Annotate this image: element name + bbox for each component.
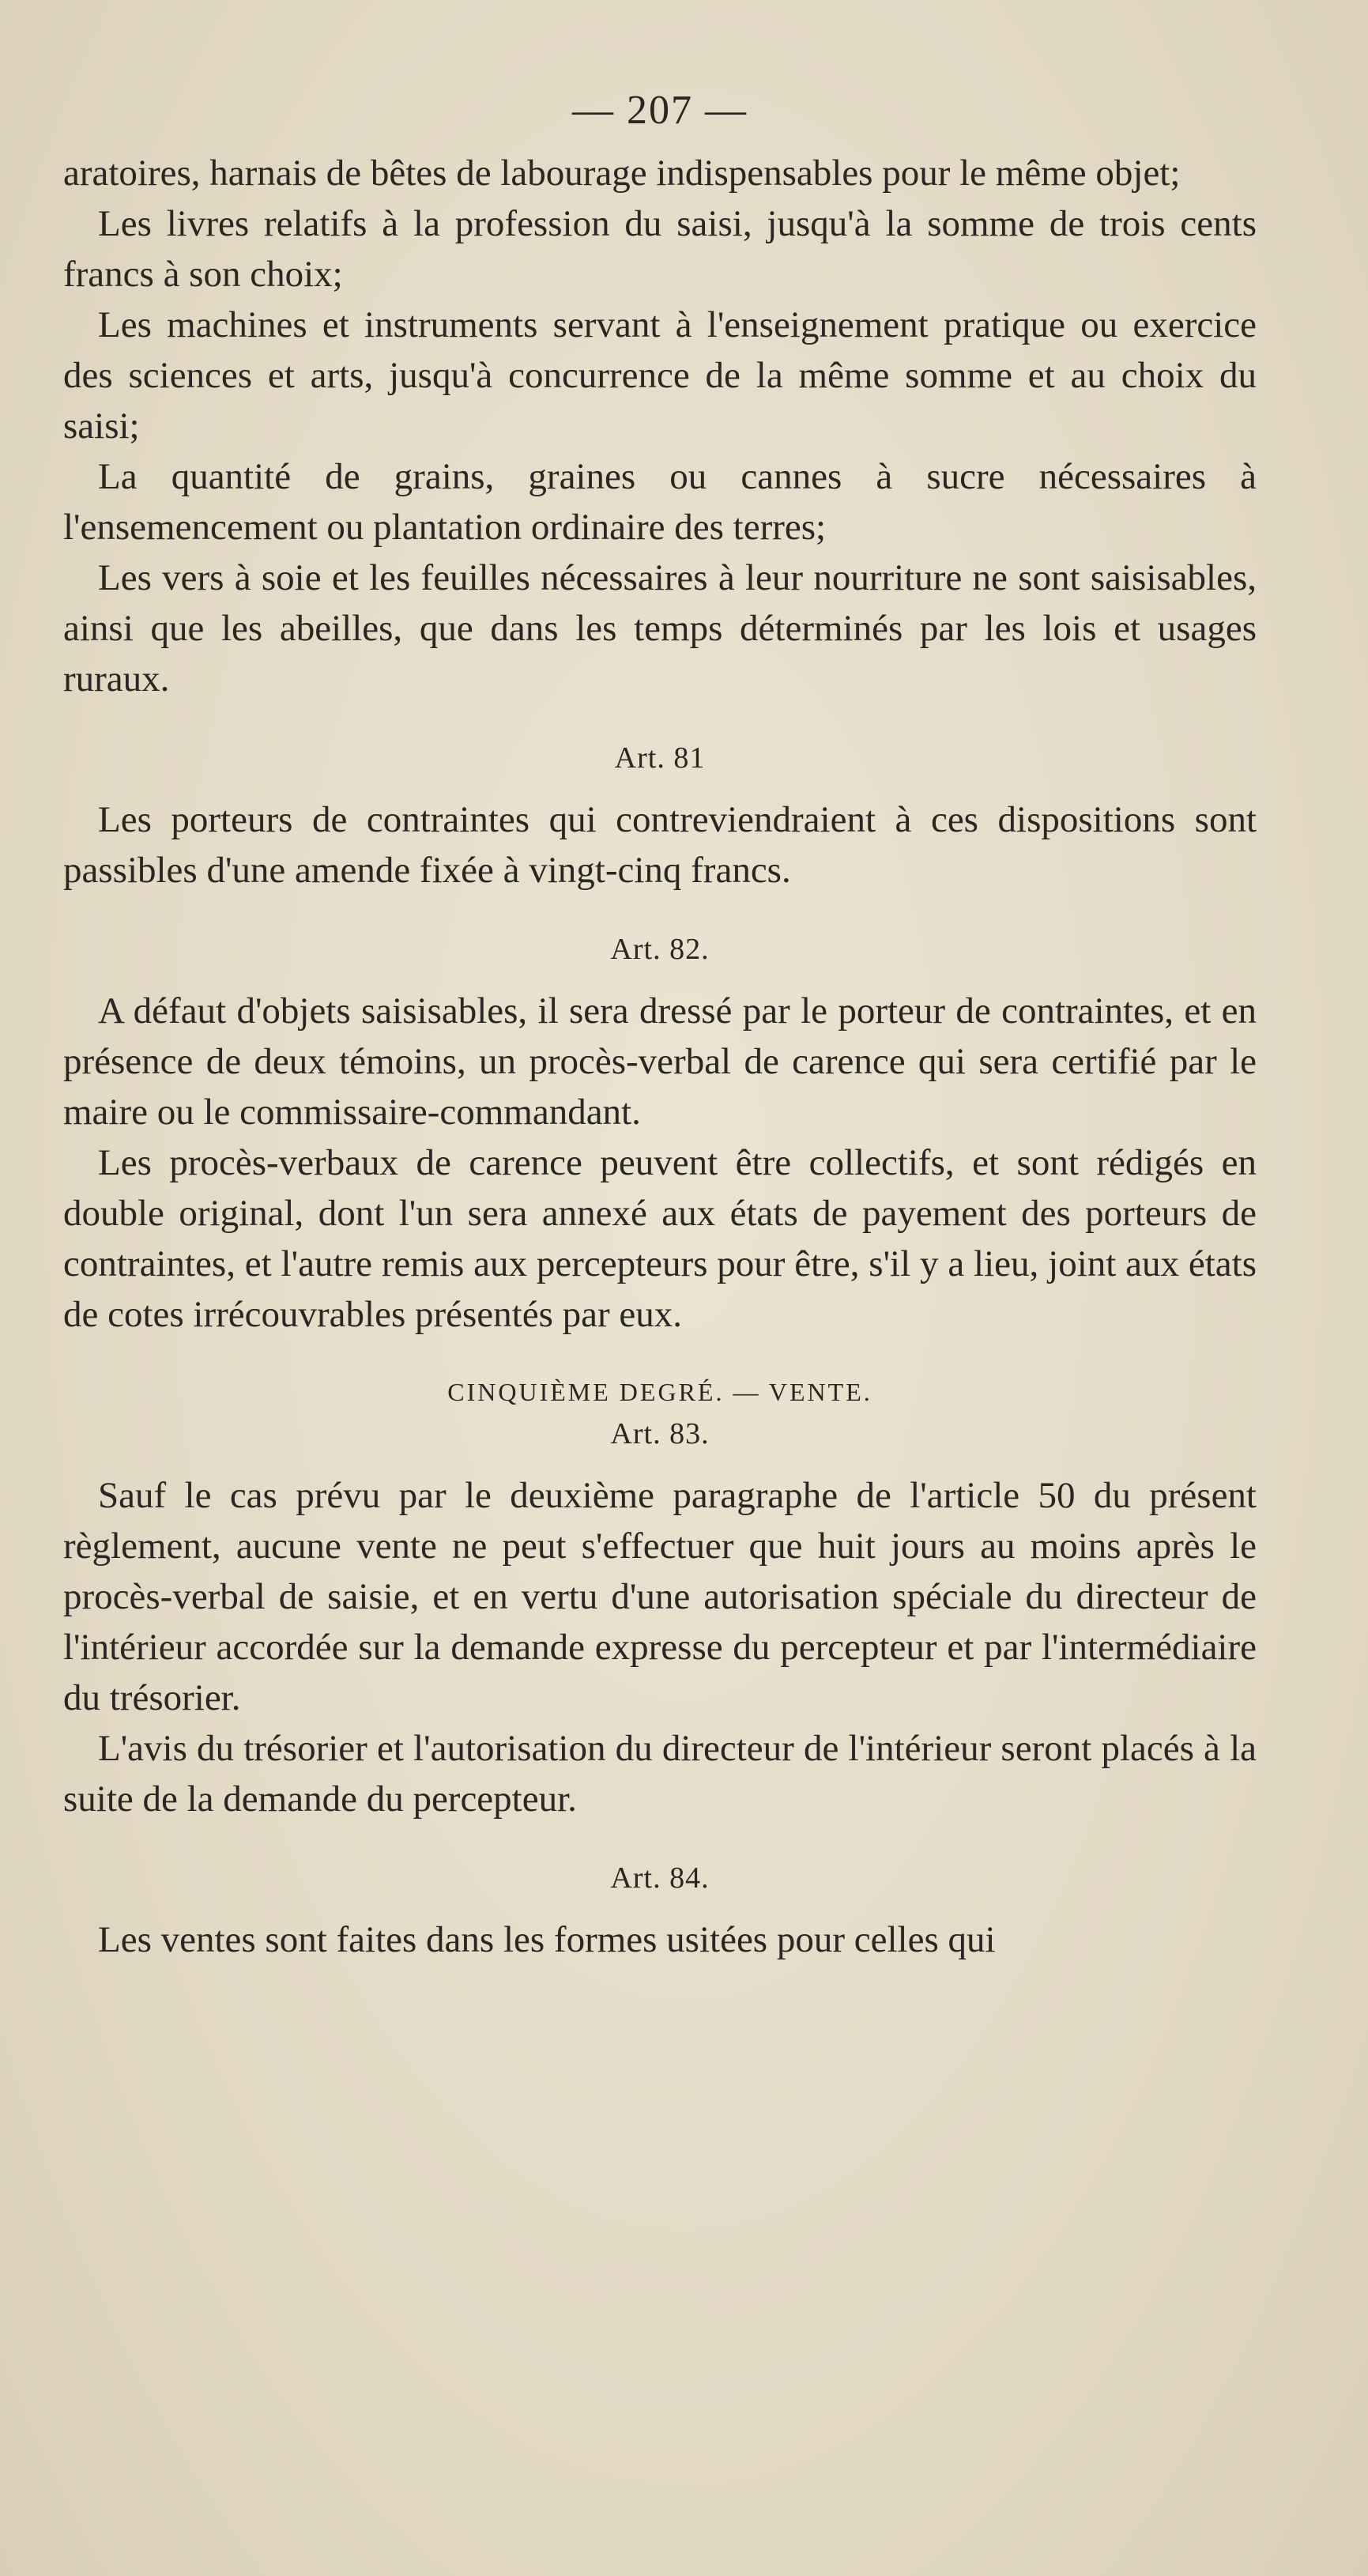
paragraph-vers-a-soie: Les vers à soie et les feuilles nécessaires à leur nourriture ne sont saisisables, ainsi que les abeilles, que dans les temps déterminés par les lois et usages ruraux.: [63, 557, 1257, 700]
article-84-text: Les ventes sont faites dans les formes usitées pour celles qui: [98, 1919, 996, 1960]
paragraph-machines: Les machines et instruments servant à l'enseignement pratique ou exercice des sciences et arts, jusqu'à concurrence de la même somme et au choix du saisi;: [63, 304, 1257, 447]
section-heading: CINQUIÈME DEGRÉ. — VENTE.: [447, 1378, 872, 1406]
page-number: — 207 —: [572, 88, 748, 133]
paragraph-continuation: aratoires, harnais de bêtes de labourage indispensables pour le même objet;: [63, 153, 1181, 194]
paragraph-livres: Les livres relatifs à la profession du saisi, jusqu'à la somme de trois cents francs à son choix;: [63, 203, 1257, 295]
page-text: [63, 87, 1257, 1965]
paragraph-grains: La quantité de grains, graines ou cannes à sucre nécessaires à l'ensemencement ou plantation ordinaire des terres;: [63, 456, 1257, 548]
article-82-heading: Art. 82.: [610, 933, 710, 966]
article-84-heading: Art. 84.: [610, 1861, 710, 1895]
article-83-heading: Art. 83.: [610, 1417, 710, 1450]
article-83-paragraph: L'avis du trésorier et l'autorisation du directeur de l'intérieur seront placés à la suite de la demande du percepteur.: [63, 1728, 1257, 1820]
article-83-paragraph: Sauf le cas prévu par le deuxième paragraphe de l'article 50 du présent règlement, aucune vente ne peut s'effectuer que huit jours au moins après le procès-verbal de saisie, et en vertu d'une autorisation spéciale du directeur de l'intérieur accordée sur la demande expresse du percepteur et par l'intermédiaire du trésorier.: [63, 1475, 1257, 1718]
article-82-paragraph: A défaut d'objets saisisables, il sera dressé par le porteur de contraintes, et en présence de deux témoins, un procès-verbal de carence qui sera certifié par le maire ou le commissaire-commandant.: [63, 990, 1257, 1133]
article-81-heading: Art. 81: [614, 741, 706, 775]
article-81-text: Les porteurs de contraintes qui contreviendraient à ces dispositions sont passibles d'une amende fixée à vingt-cinq francs.: [63, 799, 1257, 891]
article-82-paragraph: Les procès-verbaux de carence peuvent être collectifs, et sont rédigés en double original, dont l'un sera annexé aux états de payement des porteurs de contraintes, et l'autre remis aux percepteurs pour être, s'il y a lieu, joint aux états de cotes irrécouvrables présentés par eux.: [63, 1142, 1257, 1335]
